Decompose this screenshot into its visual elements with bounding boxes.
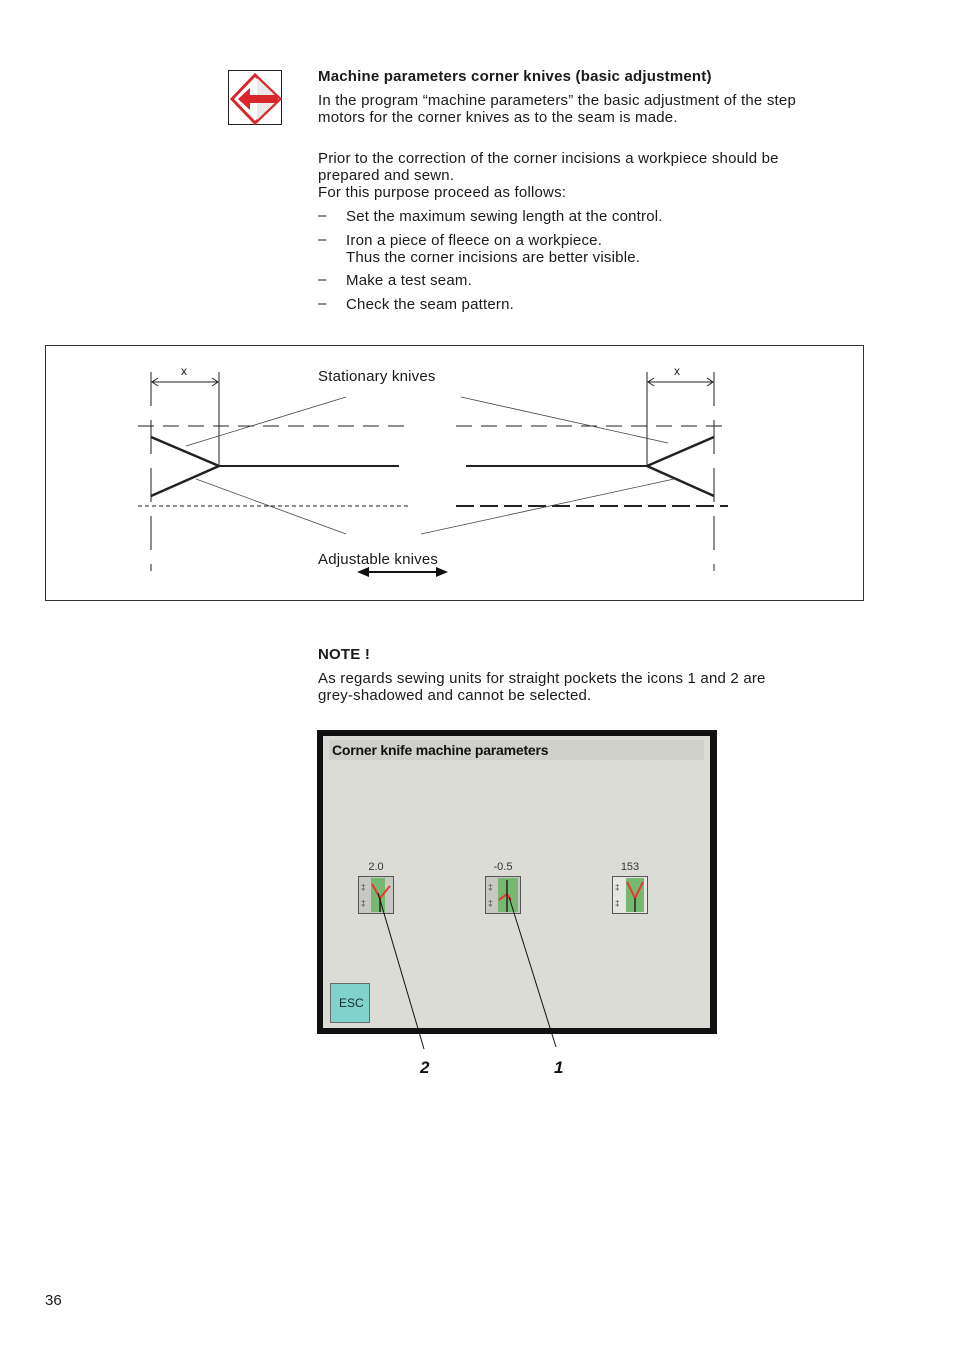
svg-text:‡: ‡ bbox=[615, 899, 620, 908]
prep-line-2: prepared and sewn. bbox=[318, 167, 455, 184]
intro-line-2: motors for the corner knives as to the seam is made. bbox=[318, 109, 678, 126]
list-dash: – bbox=[318, 295, 327, 312]
knife-value-2: 2.0 bbox=[368, 861, 384, 873]
esc-button-label: ESC bbox=[339, 996, 364, 1010]
screen-title: Corner knife machine parameters bbox=[332, 742, 549, 758]
note-line-2: grey-shadowed and cannot be selected. bbox=[318, 687, 592, 704]
adjustable-knives-label: Adjustable knives bbox=[318, 551, 439, 568]
page-number: 36 bbox=[45, 1292, 62, 1309]
note-title: NOTE ! bbox=[318, 646, 371, 663]
knife-value-3: 153 bbox=[620, 861, 640, 873]
svg-text:‡: ‡ bbox=[488, 883, 493, 892]
list-dash: – bbox=[318, 271, 327, 288]
knife-value-1: -0.5 bbox=[493, 861, 513, 873]
step-item-continued: Thus the corner incisions are better visible. bbox=[346, 249, 641, 266]
list-dash: – bbox=[318, 207, 327, 224]
step-item: Set the maximum sewing length at the control. bbox=[346, 208, 663, 225]
callout-number-2: 2 bbox=[420, 1058, 430, 1077]
step-item: Make a test seam. bbox=[346, 272, 472, 289]
step-item: Check the seam pattern. bbox=[346, 296, 515, 313]
note-line-1: As regards sewing units for straight pockets the icons 1 and 2 are bbox=[318, 670, 766, 687]
callout-number-1: 1 bbox=[554, 1058, 564, 1077]
dimension-label-right: x bbox=[674, 364, 680, 378]
prep-line-1: Prior to the correction of the corner incisions a workpiece should be bbox=[318, 150, 779, 167]
dimension-label-left: x bbox=[181, 364, 187, 378]
svg-text:‡: ‡ bbox=[615, 883, 620, 892]
svg-text:‡: ‡ bbox=[361, 899, 366, 908]
intro-line-1: In the program “machine parameters” the basic adjustment of the step bbox=[318, 92, 796, 109]
section-title: Machine parameters corner knives (basic adjustment) bbox=[318, 68, 712, 85]
svg-text:‡: ‡ bbox=[488, 899, 493, 908]
stationary-knives-label: Stationary knives bbox=[318, 368, 436, 385]
step-item: Iron a piece of fleece on a workpiece. bbox=[346, 232, 603, 249]
list-dash: – bbox=[318, 231, 327, 248]
svg-text:‡: ‡ bbox=[361, 883, 366, 892]
prep-line-3: For this purpose proceed as follows: bbox=[318, 184, 567, 201]
